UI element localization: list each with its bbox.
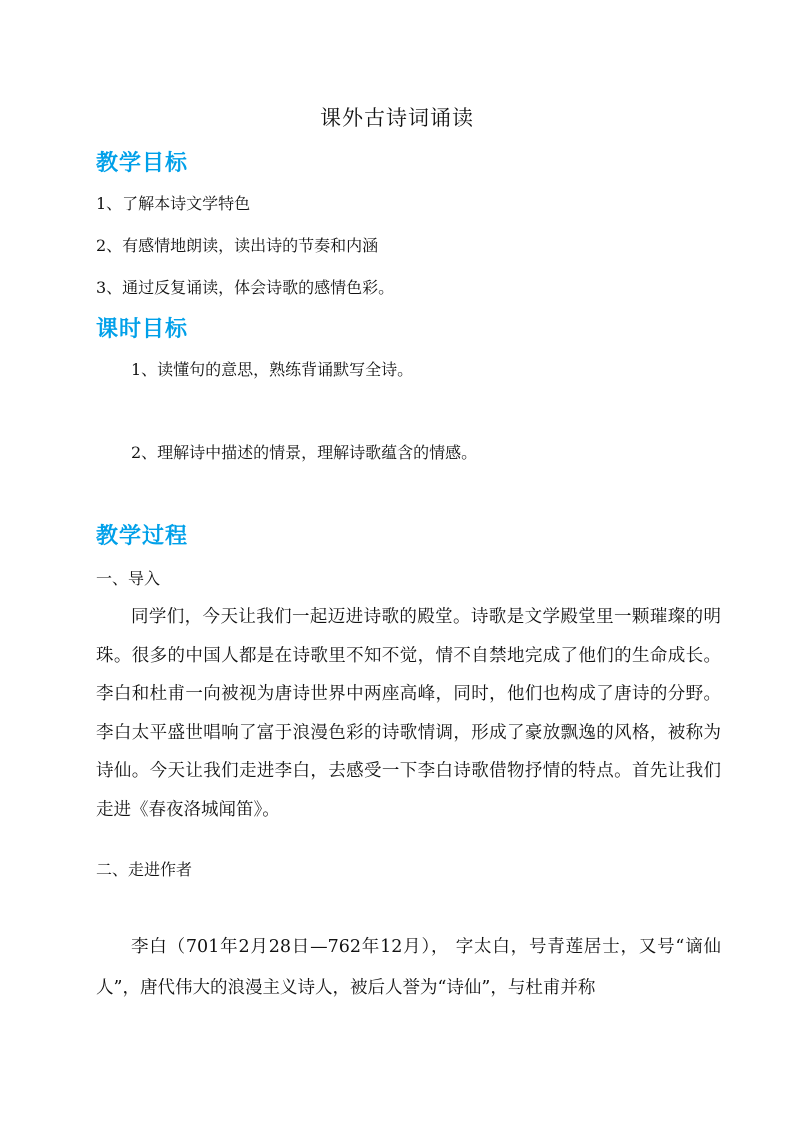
part2-paragraph: 李白（701年2月28日—762年12月）， 字太白，号青莲居士，又号“谪仙人”，唐代伟大的浪漫主义诗人，被后人誉为“诗仙”，与杜甫并称: [96, 937, 721, 998]
part1-paragraph: 同学们，今天让我们一起迈进诗歌的殿堂。诗歌是文学殿堂里一颗璀璨的明珠。很多的中国人都是在诗歌里不知不觉，情不自禁地完成了他们的生命成长。李白和杜甫一向被视为唐诗世界中两座高峰，同时，他们也构成了唐诗的分野。李白太平盛世唱响了富于浪漫色彩的诗歌情调，形成了豪放飘逸的风格，被称为诗仙。今天让我们走进李白，去感受一下李白诗歌借物抒情的特点。首先让我们走进《春夜洛城闻笛》。: [96, 607, 721, 820]
part2-title: 二、走进作者: [96, 860, 193, 879]
heading-lesson-objectives: 课时目标: [96, 317, 189, 342]
part1-title: 一、导入: [96, 569, 161, 588]
lesson-objective-item-1: 1、读懂句的意思，熟练背诵默写全诗。: [131, 360, 414, 379]
objective-item-1: 1、了解本诗文学特色: [96, 194, 251, 213]
document-title: 课外古诗词诵读: [320, 106, 474, 130]
lesson-objective-item-2: 2、理解诗中描述的情景，理解诗歌蕴含的情感。: [131, 443, 478, 462]
objective-item-3: 3、通过反复诵读，体会诗歌的感情色彩。: [96, 278, 395, 297]
heading-teaching-objectives: 教学目标: [96, 151, 189, 176]
heading-teaching-process: 教学过程: [96, 524, 189, 549]
objective-item-2: 2、有感情地朗读，读出诗的节奏和内涵: [96, 236, 379, 255]
